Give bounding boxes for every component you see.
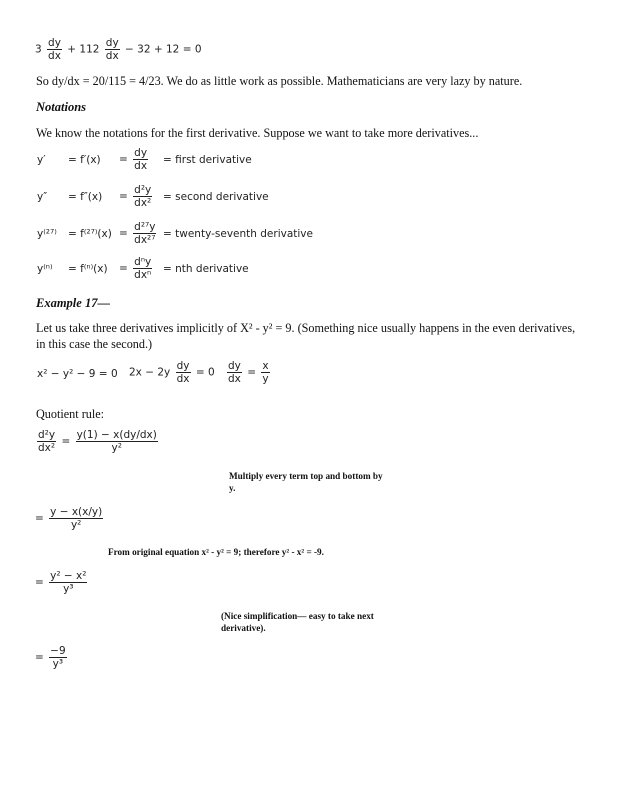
equals-sign: = (61, 435, 71, 448)
note-multiply: Multiply every term top and bottom by y. (229, 471, 383, 493)
fraction-numerator: y − x(x/y) (50, 506, 103, 518)
fraction-denominator: y³ (52, 658, 64, 670)
step-2-equation (35, 506, 105, 531)
implicit-eq-3-fraction-right (261, 360, 269, 385)
note-simplification: (Nice simplification— easy to take next derivative). (221, 611, 374, 633)
fraction-numerator: y(1) − x(dy/dx) (76, 429, 157, 441)
step-3-equation (35, 570, 89, 595)
notations-heading: Notations (36, 100, 87, 114)
top-eq-fraction-1 (47, 37, 62, 62)
fraction-numerator: d²⁷y (134, 221, 156, 233)
implicit-eq-1: x² − y² − 9 = 0 (37, 368, 118, 380)
notation-description: = twenty-seventh derivative (163, 228, 313, 240)
notation-description: = first derivative (163, 154, 252, 166)
fraction-denominator: y² (111, 442, 122, 454)
note-original-equation: From original equation x² - y² = 9; therefore y² - x² = -9. (108, 547, 324, 557)
top-eq-den-1: dx (48, 50, 61, 62)
notation-function: = f″(x) (68, 191, 103, 203)
notation-lhs: y″ (37, 191, 48, 203)
implicit-eq-2-fraction (176, 360, 191, 385)
top-eq-coef: 3 (35, 43, 42, 56)
top-eq-rest: − 32 + 12 = 0 (125, 43, 202, 56)
fraction-numerator: d²y (134, 184, 152, 196)
implicit-eq-2 (129, 360, 215, 385)
quotient-right-fraction (76, 429, 158, 454)
top-eq-den-2: dx (105, 50, 119, 62)
top-eq-plus: + 112 (67, 43, 100, 56)
implicit-eq-3 (225, 360, 272, 385)
notation-function: = f⁽ⁿ⁾(x) (68, 263, 108, 275)
quotient-equation (35, 429, 160, 454)
fraction-numerator: dy (176, 360, 190, 372)
notation-leibniz (119, 147, 150, 172)
fraction-numerator: y² − x² (50, 570, 87, 582)
top-equation (35, 37, 202, 62)
fraction-denominator: dx (176, 373, 190, 385)
fraction-denominator: y² (70, 519, 82, 531)
quotient-left-fraction (37, 429, 56, 454)
notation-fraction (133, 184, 152, 209)
step-3-fraction (49, 570, 87, 595)
fraction-numerator: d²y (38, 429, 56, 441)
notation-lhs: y⁽ⁿ⁾ (37, 263, 53, 275)
equals-sign: = (119, 190, 128, 203)
notation-function: = f′(x) (68, 154, 101, 166)
fraction-denominator: dxⁿ (134, 269, 152, 281)
fraction-numerator: dⁿy (134, 256, 152, 268)
fraction-denominator: dx (228, 373, 241, 385)
implicit-eq-2-right: = 0 (195, 366, 215, 379)
notation-function: = f⁽²⁷⁾(x) (68, 228, 112, 240)
notation-description: = nth derivative (163, 263, 249, 275)
fraction-numerator: −9 (50, 645, 66, 657)
notation-leibniz (119, 184, 154, 209)
step-4-equation (35, 645, 69, 670)
implicit-eq-2-left: 2x − 2y (129, 366, 171, 379)
notation-lhs: y⁽²⁷⁾ (37, 228, 57, 240)
quotient-rule-label: Quotient rule: (36, 407, 105, 421)
equals-sign: = (119, 262, 128, 275)
notations-intro: We know the notations for the first derivative. Suppose we want to take more derivatives... (36, 126, 479, 140)
example-text: Let us take three derivatives implicitly of X² - y² = 9. (Something nice usually happens in the even derivatives, in this case the second.) (36, 321, 576, 351)
fraction-denominator: dx² (134, 197, 152, 209)
equals-sign: = (119, 153, 128, 166)
top-eq-num-2: dy (105, 37, 119, 49)
top-eq-fraction-2 (105, 37, 120, 62)
so-line: So dy/dx = 20/115 = 4/23. We do as little work as possible. Mathematicians are very lazy by nature. (36, 74, 523, 88)
notation-leibniz (119, 221, 158, 246)
fraction-denominator: dx (134, 160, 148, 172)
notation-fraction (133, 147, 148, 172)
top-eq-num-1: dy (48, 37, 61, 49)
notation-description: = second derivative (163, 191, 269, 203)
notation-leibniz (119, 256, 154, 281)
notation-fraction (133, 221, 156, 246)
step-2-fraction (49, 506, 103, 531)
fraction-denominator: y³ (63, 583, 74, 595)
implicit-eq-3-fraction-left (227, 360, 242, 385)
notation-lhs: y′ (37, 154, 46, 166)
example-heading: Example 17— (36, 296, 110, 310)
fraction-denominator: dx² (38, 442, 56, 454)
equals-sign: = (119, 227, 128, 240)
equals-sign: = (35, 651, 44, 664)
fraction-numerator: x (262, 360, 269, 372)
fraction-numerator: dy (228, 360, 241, 372)
fraction-denominator: dx²⁷ (134, 234, 156, 246)
equals-sign: = (247, 366, 257, 379)
fraction-denominator: y (262, 373, 269, 385)
equals-sign: = (35, 512, 44, 525)
notation-fraction (133, 256, 152, 281)
equals-sign: = (35, 576, 44, 589)
fraction-numerator: dy (134, 147, 148, 159)
step-4-fraction (49, 645, 66, 670)
